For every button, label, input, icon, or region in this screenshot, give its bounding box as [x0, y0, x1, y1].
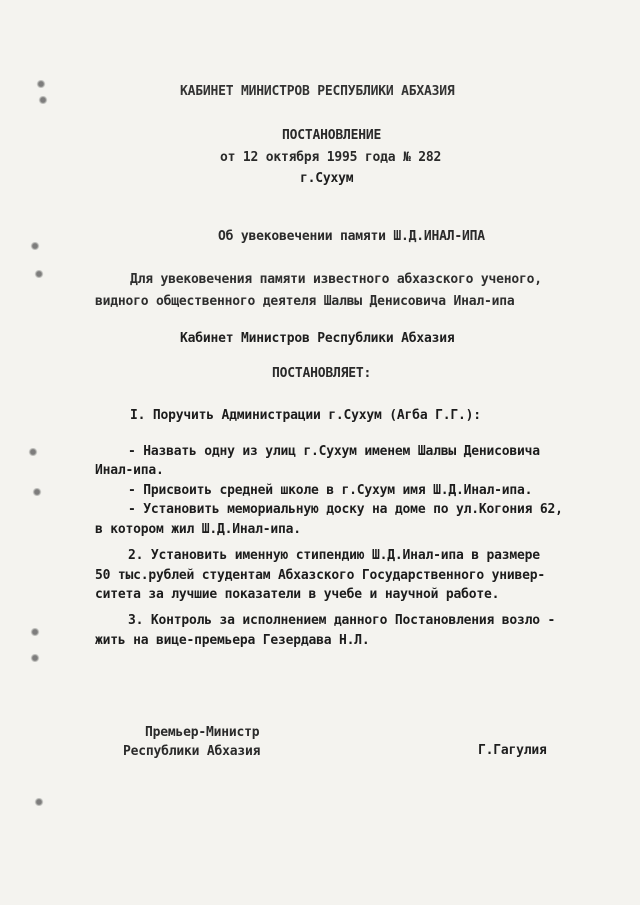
item-1-b: - Присвоить средней школе в г.Сухум имя Ш.Д.Инал-ипа.	[128, 483, 533, 498]
item-1-a-line-2: Инал-ипа.	[95, 463, 164, 478]
item-3-line-1: 3. Контроль за исполнением данного Постановления возло -	[128, 613, 556, 628]
preamble-line-2: видного общественного деятеля Шалвы Денисовича Инал-ипа	[95, 294, 515, 309]
binding-mark	[28, 448, 38, 456]
item-2-line-3: ситета за лучшие показатели в учебе и научной работе.	[95, 587, 500, 602]
binding-mark	[38, 96, 48, 104]
item-1-c-line-2: в котором жил Ш.Д.Инал-ипа.	[95, 522, 301, 537]
document-date: от 12 октября 1995 года № 282	[220, 150, 442, 165]
item-2-line-2: 50 тыс.рублей студентам Абхазского Государственного универ-	[95, 568, 545, 583]
signatory-title-line-2: Республики Абхазия	[123, 744, 261, 759]
signatory-title-line-1: Премьер-Министр	[145, 725, 260, 740]
binding-mark	[32, 488, 42, 496]
item-1-a-line-1: - Назвать одну из улиц г.Сухум именем Шалвы Денисовича	[128, 444, 540, 459]
document-city: г.Сухум	[300, 171, 354, 186]
document-subject: Об увековечении памяти Ш.Д.ИНАЛ-ИПА	[218, 229, 485, 244]
item-1: I. Поручить Администрации г.Сухум (Агба Г.Г.):	[130, 408, 481, 423]
decides-heading: ПОСТАНОВЛЯЕТ:	[272, 366, 372, 381]
preamble-line-1: Для увековечения памяти известного абхазского ученого,	[130, 272, 542, 287]
binding-mark	[30, 628, 40, 636]
item-3-line-2: жить на вице-премьера Гезердава Н.Л.	[95, 633, 370, 648]
binding-mark	[34, 798, 44, 806]
signatory-name: Г.Гагулия	[478, 743, 547, 758]
item-2-line-1: 2. Установить именную стипендию Ш.Д.Инал-ипа в размере	[128, 548, 540, 563]
ministry-heading: КАБИНЕТ МИНИСТРОВ РЕСПУБЛИКИ АБХАЗИЯ	[180, 84, 455, 99]
binding-mark	[30, 242, 40, 250]
binding-mark	[30, 654, 40, 662]
document-type: ПОСТАНОВЛЕНИЕ	[282, 128, 382, 143]
binding-mark	[36, 80, 46, 88]
binding-mark	[34, 270, 44, 278]
cabinet-name: Кабинет Министров Республики Абхазия	[180, 331, 455, 346]
item-1-c-line-1: - Установить мемориальную доску на доме по ул.Когония 62,	[128, 502, 563, 517]
